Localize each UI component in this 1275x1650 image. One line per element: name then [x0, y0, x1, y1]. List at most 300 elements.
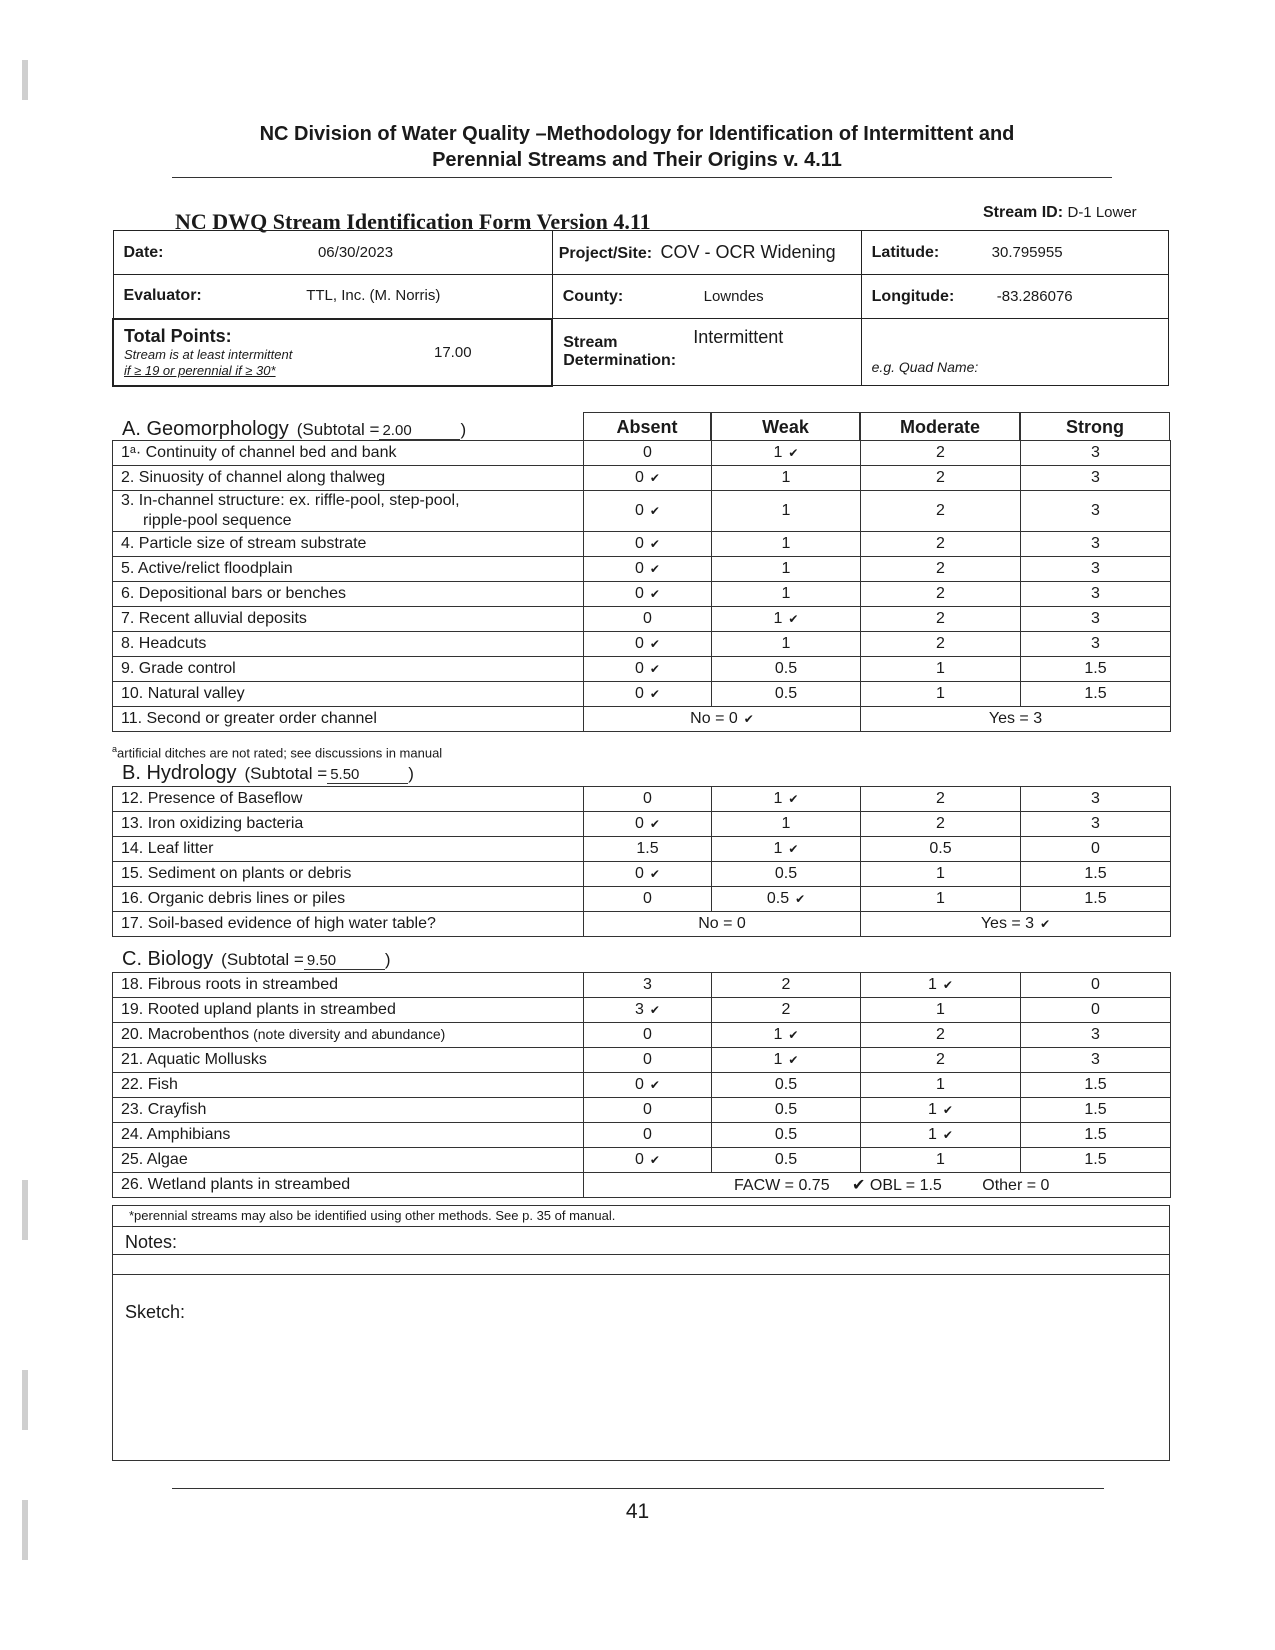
score-value: 1 — [936, 685, 945, 702]
score-cell — [1021, 491, 1171, 532]
check-mark: ✔ — [942, 1128, 953, 1142]
check-mark: ✔ — [788, 446, 799, 460]
score-value: 1 — [781, 635, 791, 652]
row-label — [113, 557, 584, 582]
latitude-label: Latitude: — [871, 243, 940, 261]
score-cell — [861, 557, 1021, 582]
page-number: 41 — [625, 1500, 650, 1523]
row-label — [113, 582, 584, 607]
footnote-c: *perennial streams may also be identified using other methods. See p. 35 of manual. — [129, 1208, 616, 1223]
score-value: 1 — [773, 1026, 783, 1043]
score-value: 0 — [643, 1126, 652, 1143]
quad-label: e.g. Quad Name: — [871, 359, 979, 375]
notes-sketch-box — [112, 1205, 1170, 1461]
row-label — [113, 973, 584, 998]
score-cell — [861, 532, 1021, 557]
determination-label1: Stream — [563, 334, 618, 351]
score-value: 1 — [781, 815, 791, 832]
score-cell — [861, 1048, 1021, 1073]
score-value: 2 — [936, 502, 945, 519]
score-cell — [1021, 632, 1171, 657]
col-moderate: Moderate — [860, 412, 1020, 440]
score-value: 2 — [936, 635, 945, 652]
score-value: 0.5 — [774, 865, 798, 882]
score-cell — [861, 1023, 1021, 1048]
score-value: 1 — [936, 865, 945, 882]
row-label-text: 20. Macrobenthos — [121, 1026, 250, 1043]
section-a-title: A. Geomorphology — [122, 418, 289, 440]
score-cell — [1021, 466, 1171, 491]
score-cell — [584, 1148, 712, 1173]
row-label — [113, 787, 584, 812]
table-row — [113, 1148, 1171, 1173]
section-c-heading — [122, 948, 391, 971]
check-mark: ✔ — [649, 1078, 660, 1092]
score-value: 2 — [936, 469, 945, 486]
row11-no-text: No = 0 — [690, 710, 738, 727]
section-c-subtotal-value: 9.50 — [304, 952, 385, 970]
score-value: 0 — [635, 865, 644, 882]
score-cell — [584, 441, 712, 466]
score-cell — [861, 787, 1021, 812]
score-value: 0 — [635, 635, 644, 652]
form-title: NC DWQ Stream Identification Form Version 4.11 — [175, 209, 651, 234]
score-cell — [584, 973, 712, 998]
score-cell — [1021, 1048, 1171, 1073]
score-cell — [1021, 607, 1171, 632]
row-label-text: 1ᵃ· Continuity of channel bed and bank — [121, 444, 397, 461]
score-cell — [1021, 657, 1171, 682]
score-value: 1.5 — [1084, 1151, 1107, 1168]
score-value: 1 — [781, 502, 791, 519]
table-row — [113, 466, 1171, 491]
score-value: 0 — [1091, 840, 1100, 857]
score-cell — [861, 862, 1021, 887]
score-value: 1 — [773, 444, 783, 461]
row-label-text: 22. Fish — [121, 1076, 178, 1093]
score-value: 3 — [1091, 502, 1100, 519]
check-mark: ✔ — [788, 612, 799, 626]
row-label — [113, 1148, 584, 1173]
latitude-cell — [861, 231, 1168, 275]
check-mark: ✔ — [788, 792, 799, 806]
score-value: 1 — [781, 585, 791, 602]
score-cell — [712, 887, 861, 912]
row-label — [113, 1048, 584, 1073]
score-cell — [584, 998, 712, 1023]
score-cell — [861, 1123, 1021, 1148]
table-row — [113, 912, 1171, 937]
score-value: 3 — [1091, 790, 1100, 807]
score-value: 1 — [936, 660, 945, 677]
table-row — [113, 607, 1171, 632]
row-label — [113, 837, 584, 862]
score-value: 2 — [936, 1051, 945, 1068]
row-label — [113, 441, 584, 466]
score-cell — [584, 862, 712, 887]
check-mark: ✔ — [649, 637, 660, 651]
score-cell — [861, 998, 1021, 1023]
section-a-subtotal-label: (Subtotal = — [296, 420, 380, 439]
check-mark: ✔ — [649, 537, 660, 551]
row-label — [113, 607, 584, 632]
row-label — [113, 1023, 584, 1048]
score-cell — [861, 657, 1021, 682]
score-value: 1 — [781, 469, 791, 486]
score-cell — [1021, 973, 1171, 998]
score-cell — [1021, 1148, 1171, 1173]
row-label-text: 12. Presence of Baseflow — [121, 790, 303, 807]
table-row — [113, 1098, 1171, 1123]
score-cell — [861, 582, 1021, 607]
total-points-cell — [113, 319, 552, 386]
score-value: 0.5 — [774, 685, 798, 702]
row17-yes-text: Yes = 3 — [980, 915, 1035, 932]
score-cell — [712, 1123, 861, 1148]
score-cell — [712, 787, 861, 812]
score-value: 0 — [643, 1026, 652, 1043]
score-value: 2 — [781, 976, 791, 993]
row-label — [113, 491, 584, 532]
row-label-text: 21. Aquatic Mollusks — [121, 1051, 267, 1068]
row-label — [113, 466, 584, 491]
date-value: 06/30/2023 — [317, 243, 394, 261]
score-value: 1 — [928, 1126, 937, 1143]
county-value: Lowndes — [703, 287, 764, 305]
row-label-text-cont: ripple-pool sequence — [143, 512, 292, 529]
score-value: 3 — [643, 976, 652, 993]
scan-edge-mark — [22, 1370, 28, 1430]
row-label-text: 19. Rooted upland plants in streambed — [121, 1001, 396, 1018]
score-value: 0 — [1091, 976, 1100, 993]
score-value: 1 — [928, 976, 937, 993]
score-value: 2 — [936, 585, 945, 602]
longitude-value: -83.286076 — [996, 287, 1073, 305]
check-mark: ✔ — [788, 1053, 799, 1067]
score-cell — [1021, 837, 1171, 862]
score-value: 0 — [635, 660, 644, 677]
score-value: 1 — [936, 1151, 945, 1168]
header-table — [112, 230, 1169, 387]
row11-no — [584, 707, 861, 732]
row17-yes — [861, 912, 1171, 937]
row-label-text: 10. Natural valley — [121, 685, 245, 702]
score-value: 1.5 — [1084, 865, 1107, 882]
section-a-close: ) — [460, 420, 467, 439]
check-mark: ✔ — [649, 687, 660, 701]
score-value: 1 — [773, 840, 783, 857]
score-cell — [584, 657, 712, 682]
longitude-cell — [861, 275, 1168, 319]
score-value: 0.5 — [766, 890, 790, 907]
score-cell — [861, 1098, 1021, 1123]
score-value: 0 — [643, 610, 652, 627]
score-cell — [712, 1098, 861, 1123]
score-value: 0 — [635, 685, 644, 702]
footnote-a-text: artificial ditches are not rated; see discussions in manual — [117, 745, 443, 761]
evaluator-value: TTL, Inc. (M. Norris) — [306, 287, 441, 305]
check-mark: ✔ — [649, 817, 660, 831]
score-cell — [584, 632, 712, 657]
score-value: 3 — [1091, 815, 1100, 832]
evaluator-label: Evaluator: — [123, 287, 202, 305]
table-row — [113, 532, 1171, 557]
row-label-text: 25. Algae — [121, 1151, 188, 1168]
row-label-text: 5. Active/relict floodplain — [121, 560, 293, 577]
row-label-text: 16. Organic debris lines or piles — [121, 890, 346, 907]
score-cell — [584, 532, 712, 557]
table-row — [113, 1023, 1171, 1048]
row-label-text: 9. Grade control — [121, 660, 236, 677]
score-cell — [712, 466, 861, 491]
score-cell — [584, 1048, 712, 1073]
score-value: 0.5 — [774, 1151, 798, 1168]
row26-obl: OBL = 1.5 — [869, 1177, 942, 1194]
score-value: 1.5 — [1084, 890, 1107, 907]
score-cell — [1021, 557, 1171, 582]
table-row — [113, 887, 1171, 912]
score-value: 1 — [781, 560, 791, 577]
score-value: 1.5 — [636, 840, 659, 857]
score-cell — [712, 1023, 861, 1048]
score-value: 1 — [781, 535, 791, 552]
score-cell — [584, 887, 712, 912]
score-cell — [1021, 582, 1171, 607]
row11-label: 11. Second or greater order channel — [113, 707, 584, 732]
table-row — [113, 862, 1171, 887]
geomorphology-table — [112, 440, 1171, 732]
score-cell — [712, 812, 861, 837]
score-cell — [861, 441, 1021, 466]
section-b-close: ) — [408, 764, 414, 783]
quad-cell — [861, 319, 1168, 386]
score-cell — [584, 491, 712, 532]
score-value: 3 — [1091, 1026, 1100, 1043]
score-cell — [861, 887, 1021, 912]
check-mark: ✔ — [649, 587, 660, 601]
score-value: 1.5 — [1084, 1126, 1107, 1143]
county-label: County: — [562, 287, 624, 305]
section-b-subtotal-value: 5.50 — [327, 766, 408, 784]
row-label-text: 6. Depositional bars or benches — [121, 585, 347, 602]
score-cell — [584, 607, 712, 632]
score-value: 1 — [773, 790, 783, 807]
table-row — [113, 787, 1171, 812]
table-row — [113, 837, 1171, 862]
score-cell — [584, 1073, 712, 1098]
score-value: 0.5 — [774, 1126, 798, 1143]
score-value: 2 — [936, 610, 945, 627]
score-value: 0 — [635, 585, 644, 602]
row-label-text: 13. Iron oxidizing bacteria — [121, 815, 304, 832]
score-value: 3 — [1091, 444, 1100, 461]
score-value: 0 — [635, 1076, 644, 1093]
section-c-close: ) — [384, 950, 391, 969]
score-cell — [712, 1148, 861, 1173]
project-cell — [552, 231, 861, 275]
score-value: 0 — [635, 1151, 644, 1168]
score-cell — [712, 837, 861, 862]
score-cell — [1021, 812, 1171, 837]
check-mark: ✔ — [743, 712, 754, 726]
score-value: 0.5 — [774, 1101, 798, 1118]
stream-id — [983, 204, 1137, 222]
table-row — [113, 441, 1171, 466]
section-b-heading — [122, 762, 414, 785]
score-value: 1 — [936, 1001, 945, 1018]
table-row — [113, 1073, 1171, 1098]
row-label-text: 23. Crayfish — [121, 1101, 207, 1118]
score-cell — [584, 1023, 712, 1048]
row-label — [113, 887, 584, 912]
score-cell — [712, 657, 861, 682]
score-value: 0 — [635, 815, 644, 832]
row-label — [113, 862, 584, 887]
row-label — [113, 632, 584, 657]
score-cell — [712, 491, 861, 532]
notes-divider — [113, 1226, 1169, 1227]
footnote-a: $^a$artificial ditches are not rated; see discussions in manual — [112, 744, 443, 761]
date-cell — [113, 231, 552, 275]
score-value: 0 — [643, 1101, 652, 1118]
score-cell — [712, 441, 861, 466]
score-cell — [1021, 787, 1171, 812]
determination-value: Intermittent — [693, 327, 784, 347]
check-mark: ✔ — [795, 892, 806, 906]
table-row — [113, 682, 1171, 707]
score-cell — [861, 973, 1021, 998]
row-label-text: 7. Recent alluvial deposits — [121, 610, 307, 627]
row-label — [113, 998, 584, 1023]
score-value: 1 — [928, 1101, 937, 1118]
row-label — [113, 1073, 584, 1098]
check-mark: ✔ — [788, 842, 799, 856]
row26-label: 26. Wetland plants in streambed — [113, 1173, 584, 1198]
score-value: 1 — [773, 1051, 783, 1068]
score-value: 0.5 — [774, 660, 798, 677]
score-cell — [712, 582, 861, 607]
row17-no: No = 0 — [584, 912, 861, 937]
score-value: 1.5 — [1084, 1076, 1107, 1093]
col-absent: Absent — [583, 412, 711, 440]
score-value: 0 — [635, 560, 644, 577]
row11-yes: Yes = 3 — [861, 707, 1171, 732]
row-label-text: 4. Particle size of stream substrate — [121, 535, 367, 552]
score-cell — [1021, 887, 1171, 912]
check-mark: ✔ — [942, 978, 953, 992]
score-cell — [861, 837, 1021, 862]
hydrology-table — [112, 786, 1171, 937]
table-row — [113, 491, 1171, 532]
score-cell — [861, 632, 1021, 657]
row-label — [113, 1098, 584, 1123]
score-cell — [584, 582, 712, 607]
table-row — [113, 657, 1171, 682]
score-cell — [1021, 1123, 1171, 1148]
check-mark: ✔ — [649, 562, 660, 576]
score-cell — [584, 466, 712, 491]
score-value: 0.5 — [929, 840, 952, 857]
row-label-note: (note diversity and abundance) — [253, 1026, 446, 1042]
score-cell — [861, 812, 1021, 837]
row26-facw: FACW = 0.75 — [734, 1177, 830, 1194]
col-strong: Strong — [1020, 412, 1170, 440]
score-value: 1.5 — [1084, 1101, 1107, 1118]
check-mark: ✔ — [788, 1028, 799, 1042]
longitude-label: Longitude: — [871, 287, 955, 305]
score-value: 0 — [635, 502, 644, 519]
row-label-text: 24. Amphibians — [121, 1126, 231, 1143]
table-row — [113, 973, 1171, 998]
table-row — [113, 557, 1171, 582]
table-row — [113, 812, 1171, 837]
score-value: 3 — [1091, 635, 1100, 652]
col-weak: Weak — [711, 412, 860, 440]
score-value: 0 — [643, 790, 652, 807]
score-cell — [1021, 998, 1171, 1023]
score-value: 3 — [1091, 1051, 1100, 1068]
scan-edge-mark — [22, 1180, 28, 1240]
score-cell — [712, 998, 861, 1023]
score-cell — [861, 682, 1021, 707]
section-b-subtotal-label: (Subtotal = — [244, 764, 328, 783]
score-cell — [712, 1048, 861, 1073]
stream-id-value: D-1 Lower — [1067, 204, 1137, 221]
row26-options — [584, 1173, 1171, 1198]
notes-line — [113, 1254, 1169, 1255]
county-cell — [552, 275, 861, 319]
score-cell — [861, 466, 1021, 491]
determination-cell — [552, 319, 861, 386]
score-cell — [584, 682, 712, 707]
row-label — [113, 532, 584, 557]
score-cell — [1021, 441, 1171, 466]
page-heading-line1: NC Division of Water Quality –Methodology for Identification of Intermittent and — [259, 123, 1015, 145]
determination-label2: Determination: — [563, 352, 677, 369]
score-value: 3 — [635, 1001, 644, 1018]
row-label-text: 2. Sinuosity of channel along thalweg — [121, 469, 386, 486]
row17-label: 17. Soil-based evidence of high water table? — [113, 912, 584, 937]
latitude-value: 30.795955 — [991, 243, 1063, 261]
row-label-text: 18. Fibrous roots in streambed — [121, 976, 338, 993]
score-cell — [861, 1073, 1021, 1098]
score-value: 0 — [643, 1051, 652, 1068]
biology-table — [112, 972, 1171, 1198]
score-cell — [712, 1073, 861, 1098]
check-mark: ✔ — [649, 471, 660, 485]
score-cell — [584, 837, 712, 862]
score-value: 2 — [936, 1026, 945, 1043]
score-value: 0.5 — [774, 1076, 798, 1093]
check-mark: ✔ — [649, 1003, 660, 1017]
section-b-title: B. Hydrology — [122, 762, 237, 784]
section-a-subtotal-value: 2.00 — [379, 422, 460, 440]
score-cell — [1021, 682, 1171, 707]
sketch-label: Sketch: — [125, 1302, 186, 1322]
score-value: 3 — [1091, 585, 1100, 602]
date-label: Date: — [123, 243, 164, 261]
score-cell — [584, 1123, 712, 1148]
score-value: 1 — [936, 890, 945, 907]
row-label-text: 8. Headcuts — [121, 635, 207, 652]
row-label-text: 3. In-channel structure: ex. riffle-pool, step-pool, — [121, 492, 460, 509]
section-c-title: C. Biology — [122, 948, 214, 970]
row-label — [113, 682, 584, 707]
score-cell — [712, 532, 861, 557]
row-label — [113, 657, 584, 682]
project-label: Project/Site: — [558, 245, 653, 262]
total-points-note1: Stream is at least intermittent — [124, 346, 293, 362]
